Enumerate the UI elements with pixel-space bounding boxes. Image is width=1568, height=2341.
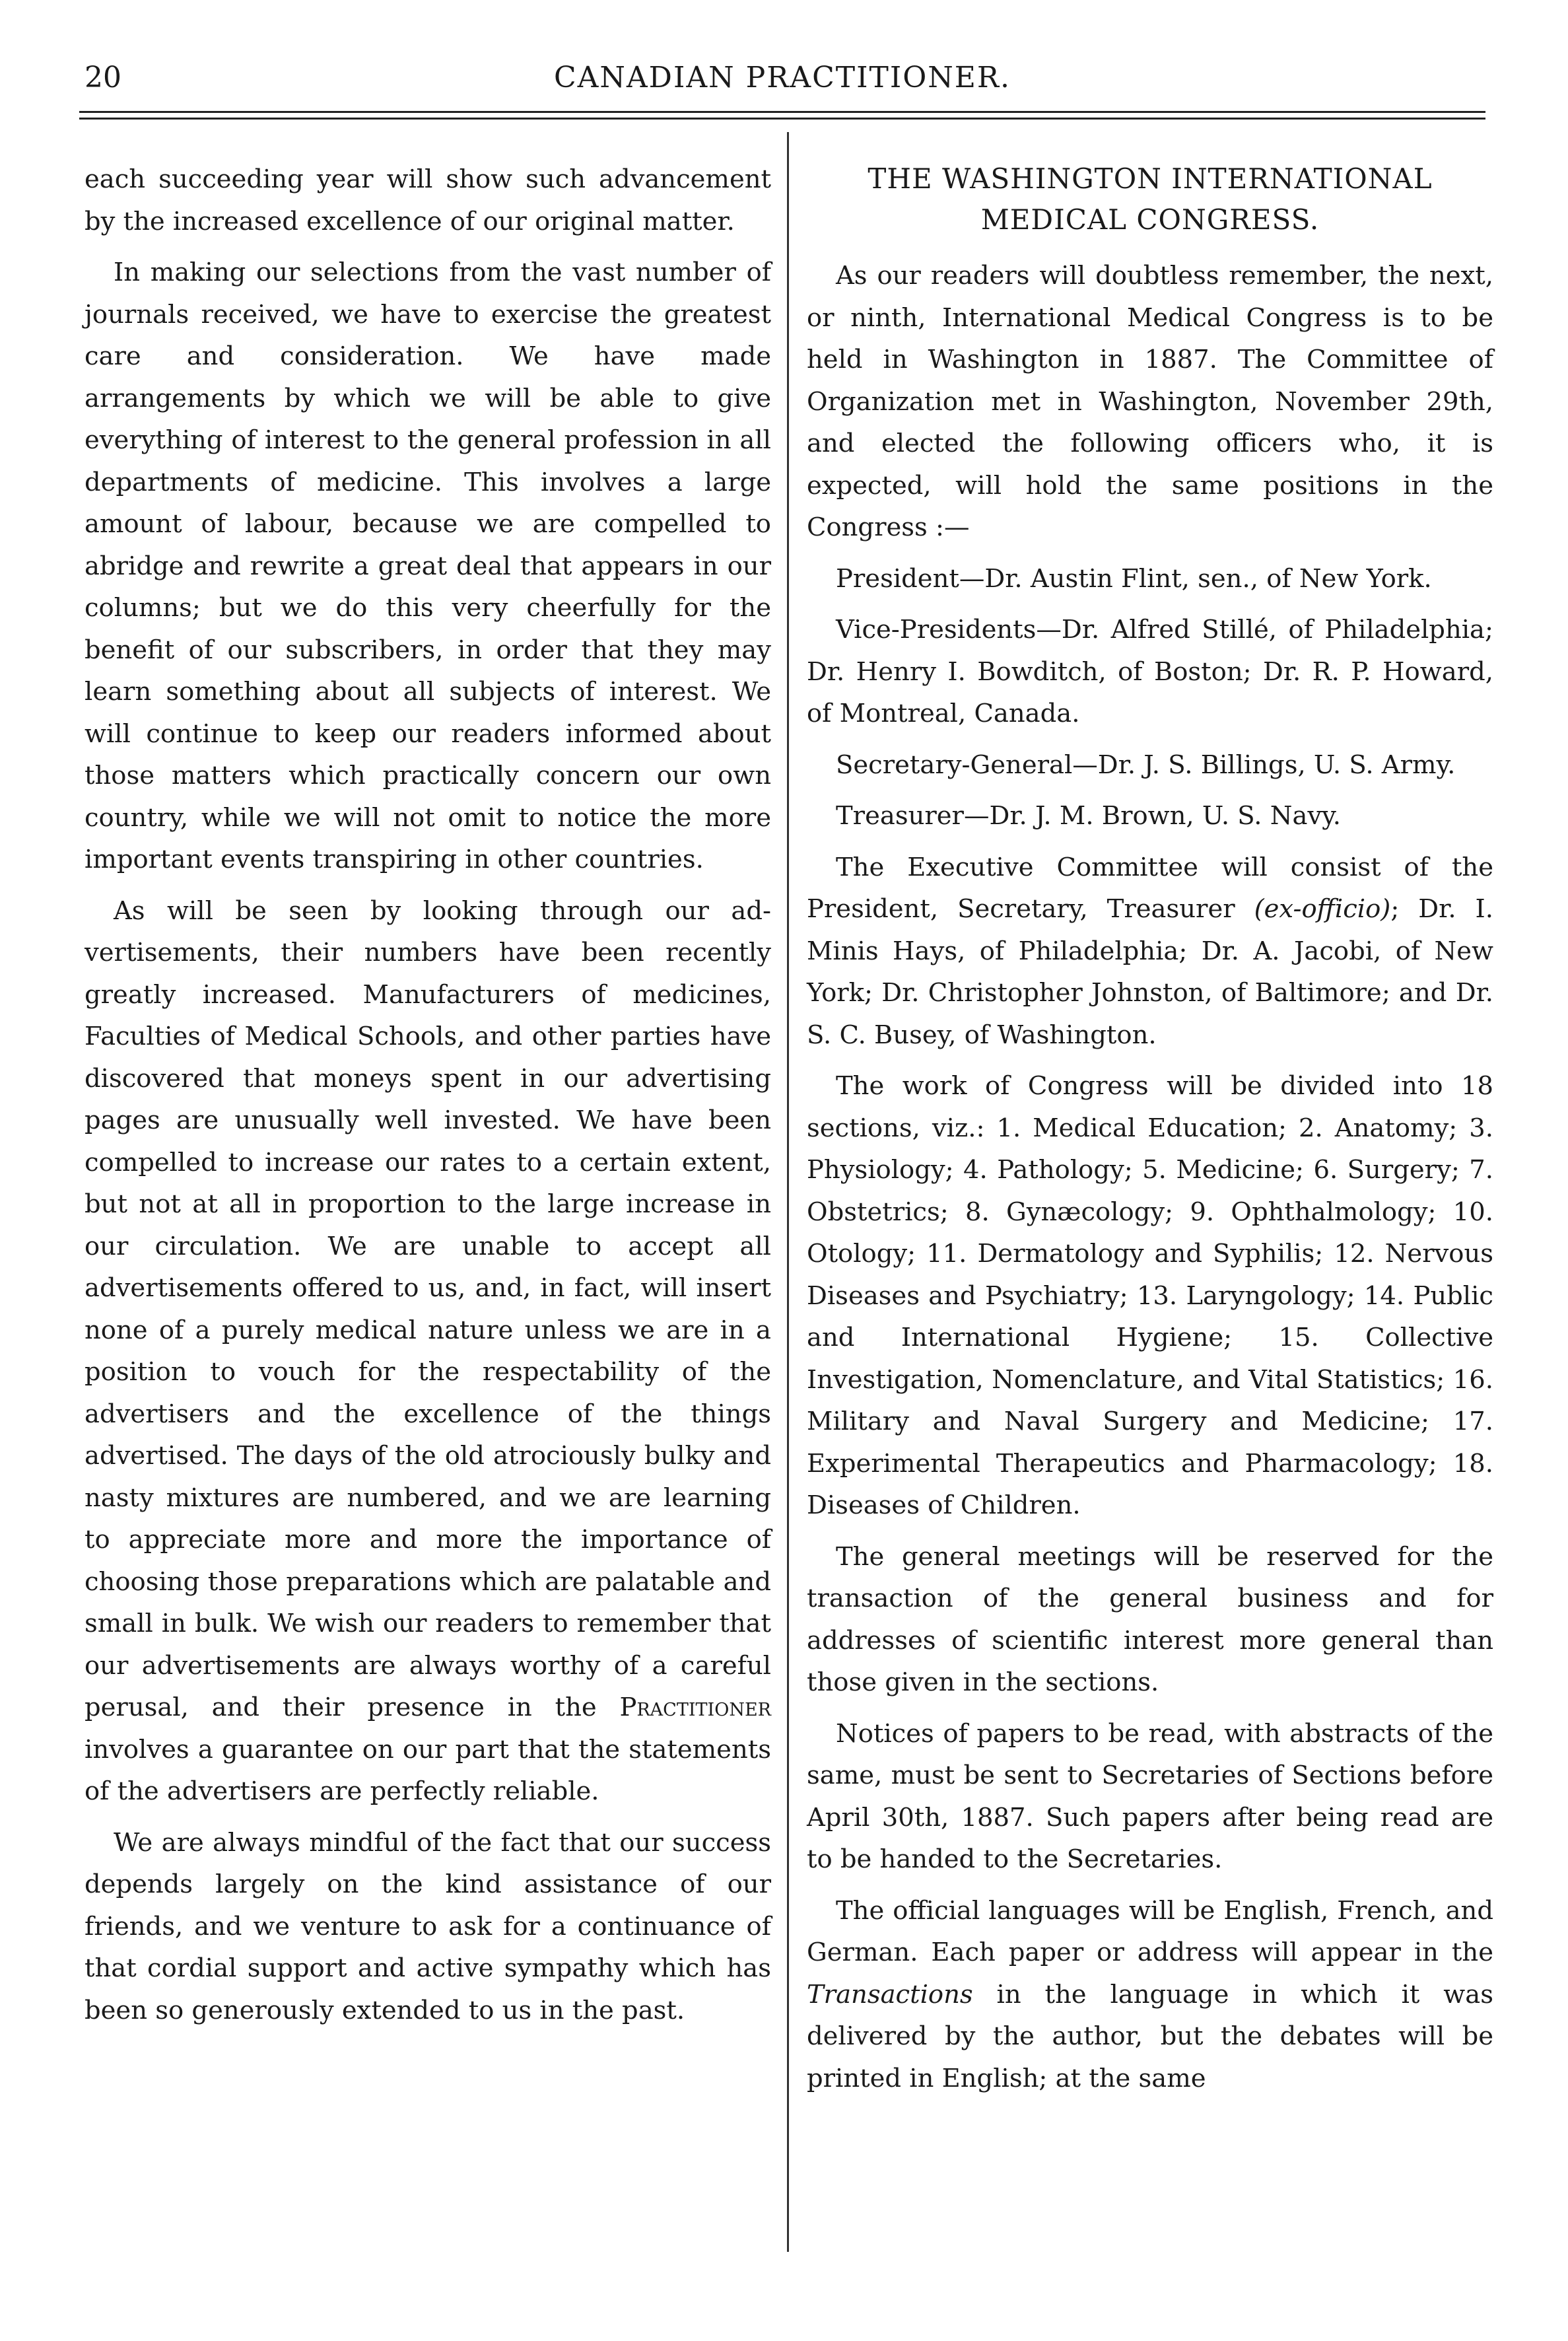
officer-vice-presidents: Vice-Presidents—Dr. Alfred Stillé, of Philadelphia; Dr. Henry I. Bowditch, of Boston; Dr. R. P. Howard, of Montreal, Canada. (807, 615, 1493, 728)
officer-treasurer: Treasurer—Dr. J. M. Brown, U. S. Navy. (836, 801, 1342, 831)
ex-officio-italic: (ex-officio) (1254, 894, 1391, 924)
page-header (79, 61, 1485, 107)
executive-text-a: The Executive Committee will consist of the President, Secretary, Treasurer (807, 852, 1493, 924)
languages-text-b: in the language in which it was delivered by the author, but the debates will be printed in English; at the same (807, 1979, 1493, 2093)
column-divider (787, 132, 789, 2252)
left-paragraph-3b-tail: involves a guarantee on our part that the statements of the advertisers are perfectly reliable. (85, 1734, 771, 1806)
officer-president: President—Dr. Austin Flint, sen., of New York. (836, 563, 1432, 594)
languages-text-a: The official languages will be English, French, and German. Each paper or address will appear in the (807, 1895, 1493, 1967)
executive-committee-paragraph (807, 847, 1493, 1057)
page-number: 20 (85, 61, 121, 94)
officer-secretary-general: Secretary-General—Dr. J. S. Billings, U. S. Army. (836, 750, 1456, 780)
left-column (85, 158, 771, 2041)
general-meetings-paragraph: The general meetings will be reserved for the transaction of the general business and for addresses of scientific interest more general than those given in the sections. (807, 1541, 1493, 1697)
sections-paragraph: The work of Congress will be divided into 18 sections, viz.: 1. Medical Education; 2. Anatomy; 3. Physiology; 4. Pathology; 5. Medicine; 6. Surgery; 7. Obstetrics; 8. Gynæcology; 9. Ophthalmology; 10. Otology; 11. Dermatology and Syphilis; 12. Nervous Diseases and Psychiatry; 13. Laryngology; 14. Public and International Hygiene; 15. Collective Investigation, Nomenclature, and Vital Statistics; 16. Military and Naval Surgery and Medicine; 17. Experimental Therapeutics and Pharmacology; 18. Diseases of Children. (807, 1071, 1493, 1520)
left-paragraph-3b-text: We wish our readers to remember that our advertisements are always worthy of a careful perusal, and their presence in the (85, 1609, 771, 1722)
right-column (807, 158, 1493, 2109)
header-rule-bottom (79, 118, 1485, 120)
left-paragraph-2: In making our selections from the vast number of journals received, we have to exercise the greatest care and consideration. We have made arrangements by which we will be able to give everything of interest to the general profession in all departments of medicine. This involves a large amount of labour, because we are compelled to abridge and rewrite a great deal that appears in our columns; but we do this very cheerfully for the benefit of our subscribers, in order that they may learn something about all subjects of interest. We will continue to keep our readers informed about those matters which practically concern our own country, while we will not omit to notice the more important events transpiring in other countries. (85, 258, 771, 874)
left-paragraph-3 (85, 890, 771, 1813)
languages-paragraph (807, 1890, 1493, 2100)
left-paragraph-4: We are always mindful of the fact that our success depends largely on the kind assistance of our friends, and we venture to ask for a continuance of that cordial support and active sympathy which has been so generously extended to us in the past. (85, 1827, 771, 2025)
running-title: CANADIAN PRACTITIONER. (553, 61, 1011, 94)
notices-paragraph: Notices of papers to be read, with abstracts of the same, must be sent to Secretaries of Sections before April 30th, 1887. Such papers after being read are to be handed to the Secretaries. (807, 1718, 1493, 1874)
transactions-italic: Transactions (807, 1979, 973, 2009)
left-paragraph-3-text: As will be seen by looking through our advertisements, their numbers have been recently greatly increased. Manufacturers of medicines, Faculties of Medical Schools, and other parties have discovered that moneys spent in our advertising pages are unusually well invested. We have been compelled to increase our rates to a certain extent, but not at all in proportion to the large increase in our circulation. We are unable to accept all advertisements offered to us, and, in fact, will insert none of a purely medical nature unless we are in a position to vouch for the respectability of the advertisers and the excellence of the things advertised. The days of the old atrociously bulky and nasty mixtures are numbered, and we are learning to appreciate more and more the importance of choosing those preparations which are palatable and small in bulk. (85, 895, 771, 1638)
left-paragraph-1: each succeeding year will show such advancement by the increased excellence of our original matter. (85, 164, 771, 236)
executive-text-b: ; Dr. I. Minis Hays, of Philadelphia; Dr. A. Jacobi, of New York; Dr. Christopher Johnston, of Baltimore; and Dr. S. C. Busey, of Washington. (807, 894, 1493, 1050)
header-rule-top (79, 111, 1485, 113)
practitioner-smallcaps: Practitioner (619, 1693, 771, 1722)
intro-paragraph: As our readers will doubtless remember, the next, or ninth, International Medical Congress is to be held in Washington in 1887. The Committee of Organization met in Washington, November 29th, and elected the following officers who, it is expected, will hold the same positions in the Congress :— (807, 261, 1493, 542)
article-heading: THE WASHINGTON INTERNATIONAL MEDICAL CONGRESS. (868, 162, 1433, 236)
